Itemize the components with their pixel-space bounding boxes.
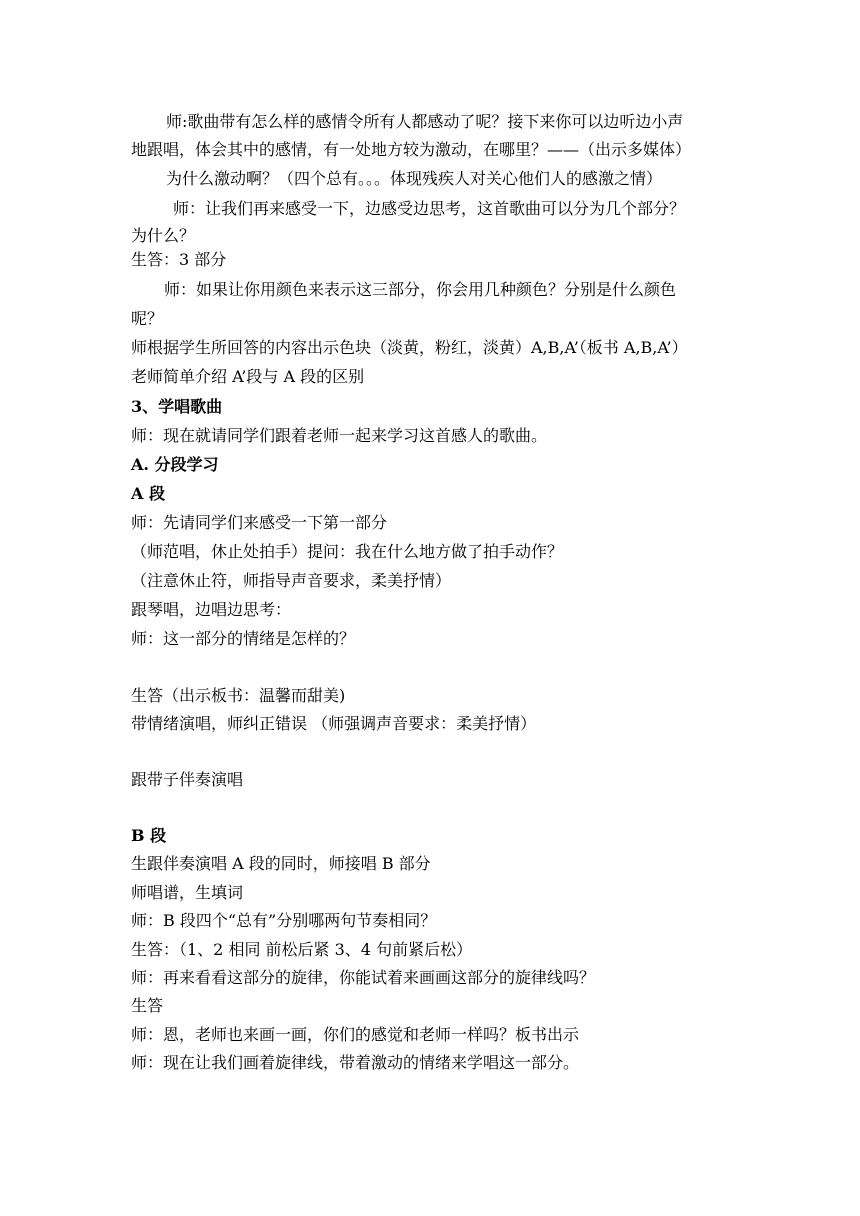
- paragraph-line: 地跟唱，体会其中的感情，有一处地方较为激动，在哪里？——（出示多媒体）: [131, 140, 692, 159]
- paragraph-line: 生答：（1、2 相同 前松后紧 3、4 句前紧后松）: [131, 940, 473, 959]
- paragraph-line: 生答（出示板书：温馨而甜美): [131, 686, 346, 705]
- paragraph-line: （注意休止符，师指导声音要求，柔美抒情）: [131, 571, 452, 590]
- paragraph-line: 为什么激动啊？（四个总有。。。体现残疾人对关心他们人的感激之情）: [166, 169, 663, 188]
- paragraph-line: 师根据学生所回答的内容出示色块（淡黄，粉红，淡黄）A,B,A’（板书 A,B,A’）: [131, 338, 688, 357]
- paragraph-line: 师：恩，老师也来画一画，你们的感觉和老师一样吗？板书出示: [131, 1025, 580, 1044]
- paragraph-line: 呢？: [131, 309, 164, 328]
- paragraph-line: 跟带子伴奏演唱: [131, 770, 244, 789]
- paragraph-line: 师：B 段四个“总有”分别哪两句节奏相同？: [131, 911, 437, 930]
- paragraph-line: 带情绪演唱，师纠正错误 （师强调声音要求：柔美抒情）: [131, 714, 537, 733]
- paragraph-line: 师：再来看看这部分的旋律，你能试着来画画这部分的旋律线吗？: [131, 968, 596, 987]
- paragraph-line: （师范唱，休止处拍手）提问：我在什么地方做了拍手动作？: [131, 542, 564, 561]
- paragraph-line: 师唱谱，生填词: [131, 883, 244, 902]
- paragraph-line: 师：这一部分的情绪是怎样的？: [131, 629, 356, 648]
- paragraph-line: 老师简单介绍 A’段与 A 段的区别: [131, 367, 365, 386]
- paragraph-line: 跟琴唱，边唱边思考：: [131, 600, 292, 619]
- subsection-heading: A. 分段学习: [131, 455, 219, 474]
- section-heading: 3、学唱歌曲: [131, 397, 223, 416]
- paragraph-line: 师：如果让你用颜色来表示这三部分，你会用几种颜色？分别是什么颜色: [164, 280, 677, 299]
- paragraph-line: 师：现在让我们画着旋律线，带着激动的情绪来学唱这一部分。: [131, 1053, 580, 1072]
- paragraph-line: 生答: [131, 996, 164, 1015]
- part-heading-a: A 段: [131, 484, 165, 503]
- part-heading-b: B 段: [131, 826, 167, 845]
- paragraph-line: 师:歌曲带有怎么样的感情令所有人都感动了呢？接下来你可以边听边小声: [166, 112, 684, 131]
- paragraph-line: 师：让我们再来感受一下，边感受边思考，这首歌曲可以分为几个部分？: [173, 199, 686, 218]
- paragraph-line: 生答：3 部分: [131, 250, 227, 269]
- paragraph-line: 师：先请同学们来感受一下第一部分: [131, 513, 388, 532]
- paragraph-line: 为什么？: [131, 226, 196, 245]
- paragraph-line: 生跟伴奏演唱 A 段的同时，师接唱 B 部分: [131, 854, 431, 873]
- paragraph-line: 师：现在就请同学们跟着老师一起来学习这首感人的歌曲。: [131, 426, 548, 445]
